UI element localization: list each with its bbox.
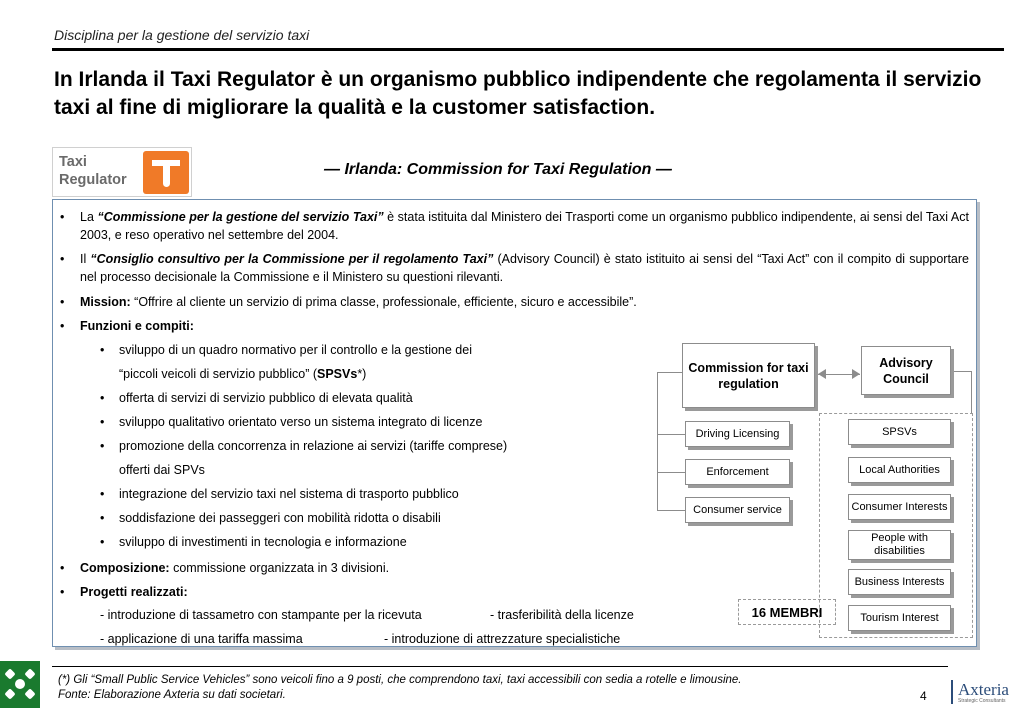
member-box: Local Authorities [848,457,951,483]
taxi-regulator-logo [52,147,192,197]
page-title: In Irlanda il Taxi Regulator è un organismo pubblico indipendente che regolamenta il servizio taxi al fine di migliorare la qualità e la customer satisfaction. [54,68,982,119]
division-box: Consumer service [685,497,790,523]
advisory-council-box: Advisory Council [861,346,951,395]
project-item: - trasferibilità della licenze [490,608,634,622]
footer-divider [52,666,948,667]
company-logo-icon [0,661,40,708]
bullet-mission: Mission: “Offrire al cliente un servizio di prima classe, professionale, efficiente, sicuro e accessibile”. [80,295,637,309]
bullet-dot: • [60,295,65,309]
logo-line-1: Taxi [59,154,87,170]
members-count-label: 16 MEMBRI [738,599,836,625]
project-item: - introduzione di tassametro con stampante per la ricevuta [100,608,422,622]
connector-line [971,371,972,414]
bullet-dot: • [60,585,65,599]
bullet-functions: Funzioni e compiti: [80,319,194,333]
function-item-cont: “piccoli veicoli di servizio pubblico” (SPSVs*) [119,367,367,381]
member-box: People with disabilities [848,530,951,560]
arrow-right-icon [852,369,860,379]
connector-line [657,510,685,511]
function-item: soddisfazione dei passeggeri con mobilità ridotta o disabili [119,511,441,525]
bullet-dot: • [60,319,65,333]
project-item: - introduzione di attrezzature specialistiche [384,632,621,646]
function-item: sviluppo qualitativo orientato verso un sistema integrato di licenze [119,415,483,429]
brand-subtitle: Strategic Consultants [958,698,1006,704]
bullet-dot: • [60,210,65,224]
bullet-dot: • [60,252,65,266]
member-box: Tourism Interest [848,605,951,631]
division-box: Enforcement [685,459,790,485]
bullet-dot: • [60,561,65,575]
member-box: SPSVs [848,419,951,445]
connector-line [657,372,682,373]
footnote: (*) Gli “Small Public Service Vehicles” sono veicoli fino a 9 posti, che comprendono taxi, taxi accessibili con sedia a rotelle e limousine. [58,674,742,686]
header-divider [52,48,1004,51]
page-number: 4 [920,689,927,703]
function-item: offerta di servizi di servizio pubblico di elevata qualità [119,391,413,405]
arrow-left-icon [818,369,826,379]
function-item: integrazione del servizio taxi nel sistema di trasporto pubblico [119,487,459,501]
bullet-projects: Progetti realizzati: [80,585,188,599]
logo-line-2: Regulator [59,172,127,188]
function-item: sviluppo di un quadro normativo per il controllo e la gestione dei [119,343,472,357]
function-item: sviluppo di investimenti in tecnologia e informazione [119,535,407,549]
connector-line [657,372,658,511]
t-logo-icon [143,151,189,194]
connector-line [657,434,685,435]
member-box: Business Interests [848,569,951,595]
bullet-composition: Composizione: commissione organizzata in 3 divisioni. [80,561,390,575]
connector-line [657,472,685,473]
axteria-logo [958,680,1009,704]
logo-text [59,153,127,189]
connector-line [952,371,972,372]
commission-box: Commission for taxi regulation [682,343,815,408]
project-item: - applicazione di una tariffa massima [100,632,303,646]
source-note: Fonte: Elaborazione Axteria su dati societari. [58,689,286,701]
header-title: Disciplina per la gestione del servizio taxi [54,27,310,43]
brand-name: Axteria [958,680,1009,699]
bullet-commission: La “Commissione per la gestione del servizio Taxi” è stata istituita dal Ministero dei Trasporti come un organismo pubblico indipendente, ai sensi del Taxi Act 2003, e reso operativo nel settembre del 2004. [80,210,969,242]
function-item-cont: offerti dai SPVs [119,463,205,477]
section-title: — Irlanda: Commission for Taxi Regulation — [324,161,672,178]
division-box: Driving Licensing [685,421,790,447]
function-item: promozione della concorrenza in relazione ai servizi (tariffe comprese) [119,439,508,453]
member-box: Consumer Interests [848,494,951,520]
bullet-advisory: Il “Consiglio consultivo per la Commissione per il regolamento Taxi” (Advisory Council) è stato istituito ai sensi del “Taxi Act” con il compito di supportare nel processo decisionale la Commissione e il Ministero su questioni rilevanti. [80,252,969,284]
